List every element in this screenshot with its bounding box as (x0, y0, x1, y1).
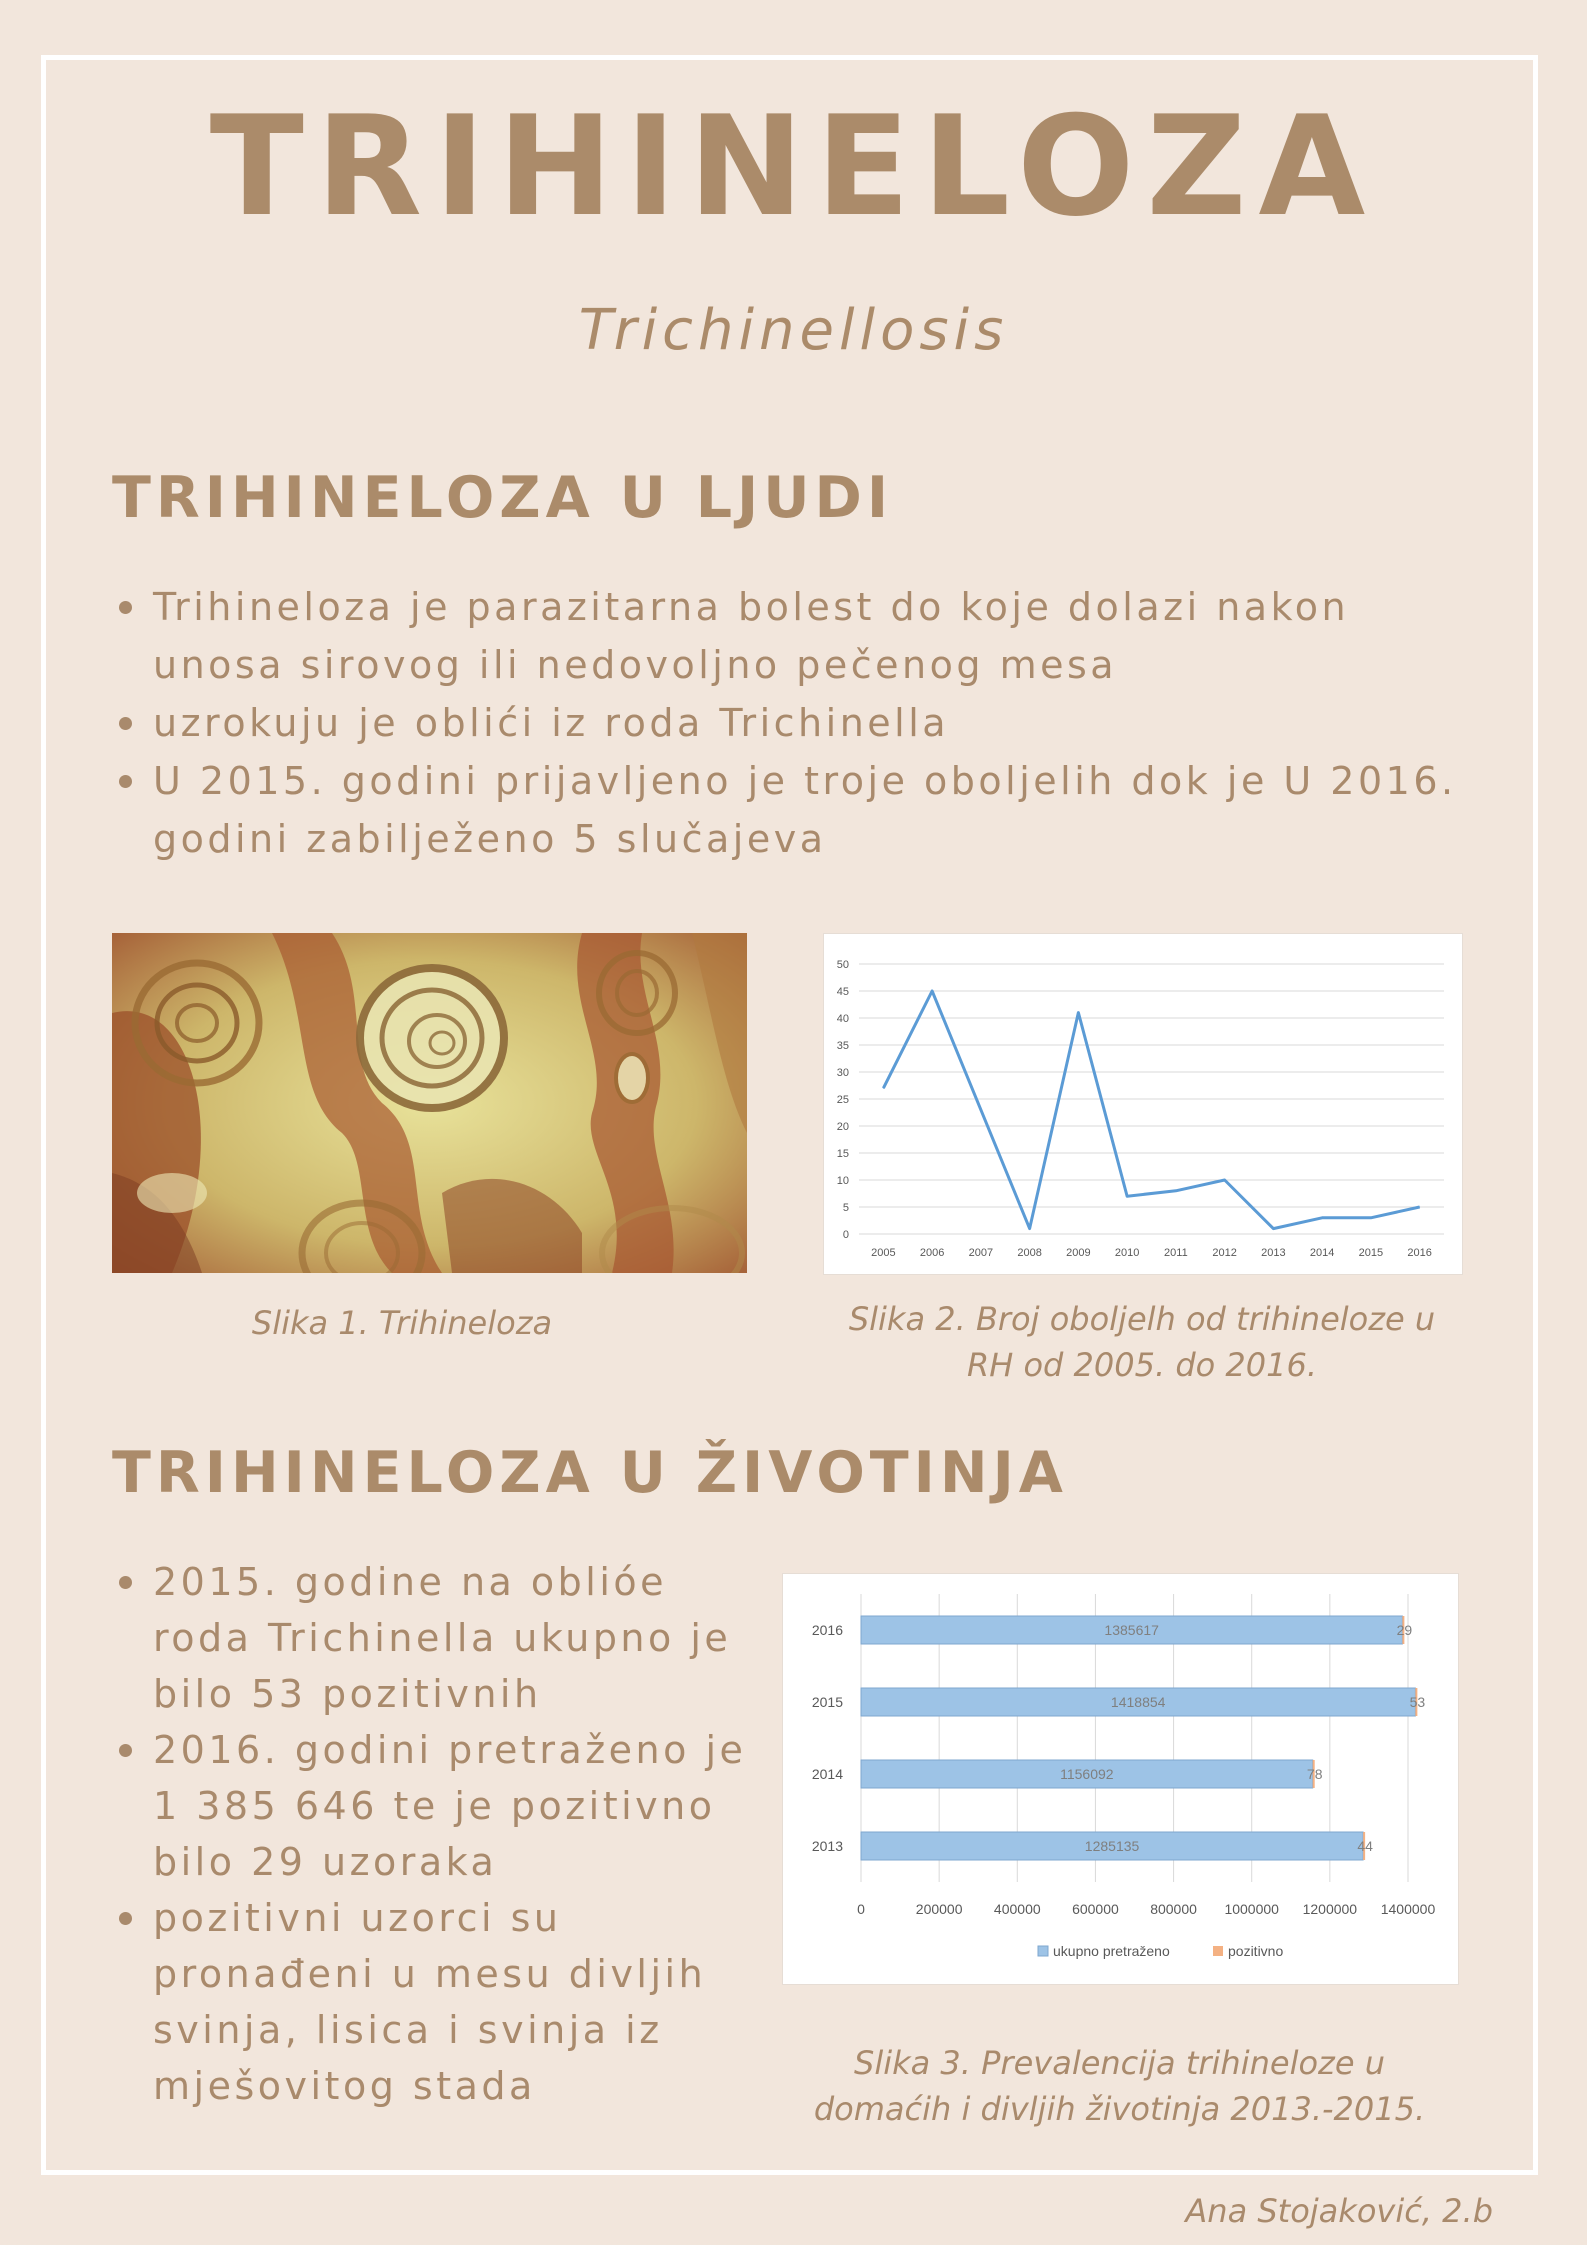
data-point (932, 991, 933, 992)
list-item: 2016. godini pretraženo je 1 385 646 te je pozitivno bilo 29 uzoraka (115, 1722, 775, 1890)
data-point (883, 1088, 884, 1089)
x-tick-label: 2008 (1017, 1247, 1042, 1259)
y-tick-label: 15 (836, 1148, 849, 1160)
bar-total-label: 1156092 (1060, 1766, 1114, 1782)
x-tick-label: 400000 (993, 1901, 1041, 1917)
bar-positive-label: 78 (1306, 1766, 1323, 1782)
x-tick-label: 800000 (1150, 1901, 1197, 1917)
y-category-label: 2016 (811, 1622, 843, 1638)
bar-positive-label: 29 (1396, 1622, 1413, 1638)
list-item: Trihineloza je parazitarna bolest do koje dolazi nakon unosa sirovog ili nedovoljno pečenog mesa (115, 578, 1495, 694)
data-point (1224, 1180, 1225, 1181)
data-point (1370, 1217, 1371, 1218)
x-tick-label: 2007 (968, 1247, 994, 1259)
x-tick-label: 2016 (1407, 1247, 1432, 1259)
list-item: uzrokuju je oblići iz roda Trichinella (115, 694, 1495, 752)
line-chart-cases (823, 933, 1463, 1275)
legend-swatch-total (1038, 1946, 1048, 1956)
data-point (1029, 1228, 1030, 1229)
legend-swatch-positive (1213, 1946, 1223, 1956)
figure1-caption: Slika 1. Trihineloza (251, 1304, 553, 1342)
x-tick-label: 200000 (915, 1901, 963, 1917)
y-tick-label: 5 (842, 1202, 849, 1214)
data-point (1419, 1207, 1420, 1208)
x-tick-label: 2014 (1309, 1247, 1335, 1259)
bar-total-label: 1418854 (1110, 1694, 1166, 1710)
data-point (1273, 1228, 1274, 1229)
list-item: 2015. godine na oblióe roda Trichinella ukupno je bilo 53 pozitivnih (115, 1554, 775, 1722)
bar-positive-label: 53 (1409, 1694, 1426, 1710)
x-tick-label: 2006 (919, 1247, 945, 1259)
x-tick-label: 1200000 (1302, 1901, 1358, 1917)
x-tick-label: 2009 (1066, 1247, 1091, 1259)
x-tick-label: 2005 (871, 1247, 896, 1259)
data-point (1078, 1012, 1079, 1013)
x-tick-label: 600000 (1072, 1901, 1119, 1917)
x-tick-label: 2015 (1358, 1247, 1384, 1259)
x-tick-label: 2013 (1261, 1247, 1286, 1259)
trichinella-microscope-image (112, 933, 747, 1273)
x-tick-label: 2012 (1212, 1247, 1237, 1259)
figure2-caption: Slika 2. Broj oboljelh od trihineloze u RH od 2005. do 2016. (848, 1300, 1436, 1384)
page-subtitle: Trichinellosis (578, 298, 1009, 363)
x-tick-label: 1400000 (1380, 1901, 1436, 1917)
line-chart-svg (824, 934, 1462, 1274)
legend-label-total: ukupno pretraženo (1053, 1943, 1170, 1959)
bar-total-label: 1285135 (1084, 1838, 1140, 1854)
y-tick-label: 25 (836, 1094, 849, 1106)
x-tick-label: 1000000 (1224, 1901, 1279, 1917)
y-category-label: 2015 (811, 1694, 843, 1710)
bar-positive-label: 44 (1357, 1838, 1373, 1854)
data-point (1127, 1196, 1128, 1197)
animals-bullet-list (115, 1554, 775, 2114)
section-heading-humans: TRIHINELOZA U LJUDI (112, 465, 894, 531)
bar-total-label: 1385617 (1104, 1622, 1159, 1638)
data-point (980, 1109, 981, 1110)
author-credit: Ana Stojaković, 2.b (1185, 2192, 1493, 2230)
page-title: TRIHINELOZA (209, 86, 1378, 247)
y-tick-label: 45 (836, 986, 849, 998)
y-tick-label: 30 (836, 1067, 849, 1079)
bar-chart-svg (783, 1574, 1458, 1984)
section-heading-animals: TRIHINELOZA U ŽIVOTINJA (112, 1440, 1068, 1506)
humans-bullet-list (115, 578, 1495, 868)
y-category-label: 2013 (811, 1838, 843, 1854)
data-point (1322, 1217, 1323, 1218)
figure3-caption: Slika 3. Prevalencija trihineloze u domaćih i divljih životinja 2013.-2015. (813, 2044, 1426, 2128)
y-tick-label: 40 (836, 1013, 849, 1025)
x-tick-label: 2010 (1114, 1247, 1140, 1259)
y-tick-label: 20 (836, 1121, 849, 1133)
list-item: U 2015. godini prijavljeno je troje oboljelih dok je U 2016. godini zabilježeno 5 slučajeva (115, 752, 1495, 868)
y-tick-label: 0 (842, 1229, 849, 1241)
x-tick-label: 2011 (1164, 1247, 1188, 1259)
y-category-label: 2014 (811, 1766, 843, 1782)
y-tick-label: 35 (836, 1040, 849, 1052)
y-tick-label: 50 (836, 959, 849, 971)
legend-label-positive: pozitivno (1228, 1943, 1284, 1959)
bar-chart-prevalence (782, 1573, 1459, 1985)
y-tick-label: 10 (836, 1175, 849, 1187)
microscope-illustration (112, 933, 747, 1273)
list-item: pozitivni uzorci su pronađeni u mesu divljih svinja, lisica i svinja iz mješovitog stada (115, 1890, 775, 2114)
series-line (883, 991, 1419, 1229)
x-tick-label: 0 (857, 1901, 865, 1917)
data-point (1175, 1190, 1176, 1191)
